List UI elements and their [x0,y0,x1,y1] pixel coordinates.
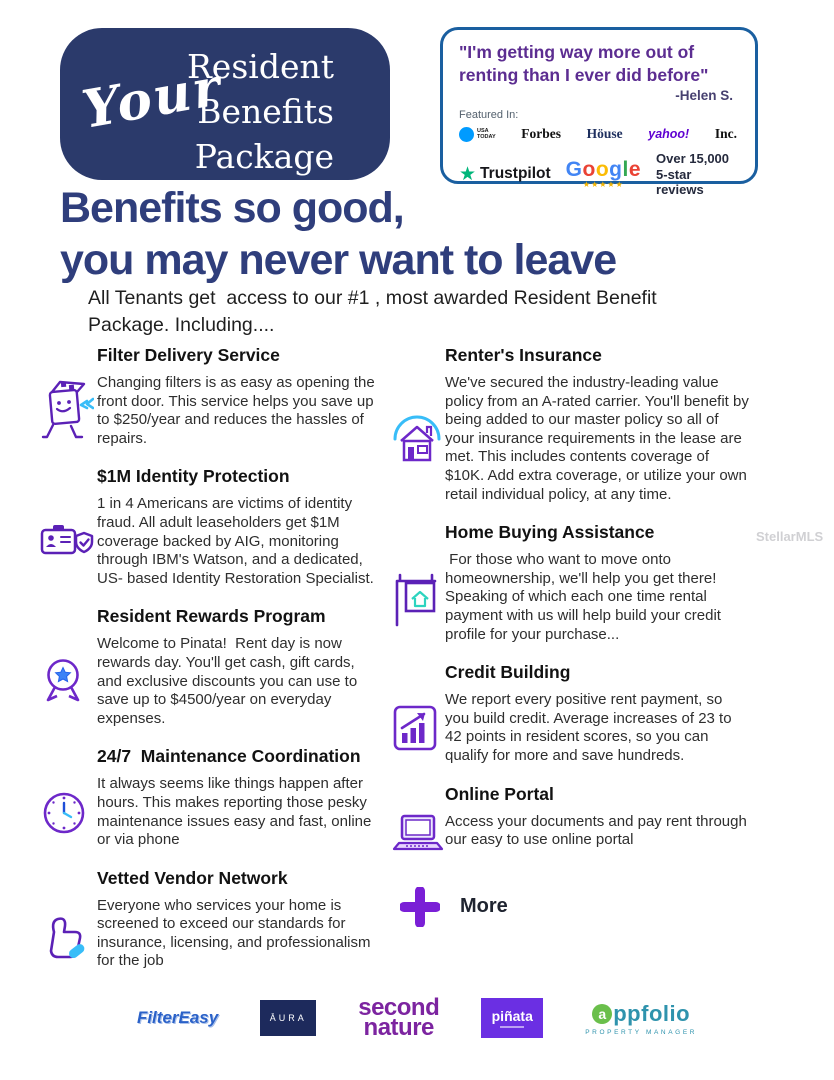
benefit-resident-rewards [40,606,379,728]
filtereasy-logo: FilterEasy [136,1008,219,1027]
pinata-logo: piñata [481,998,543,1038]
laptop-icon [392,813,444,853]
testimonial-box [440,27,758,197]
google-logo: Google [565,158,642,182]
benefit-body: Access your documents and pay rent through our easy to use online portal [445,812,752,849]
award-ribbon-icon [40,656,86,708]
benefit-renters-insurance [392,345,754,504]
headline-line2: you may never want to leave [60,236,617,284]
badge-line-package: Package [194,137,334,176]
benefit-title: Vetted Vendor Network [97,867,288,888]
benefit-body: 1 in 4 Americans are victims of identity fraud. All adult leaseholders get $1M coverage backed by AIG, monitoring through IBM's Watson, and a dedicated, US- based Identity Restoration Specialist. [97,495,374,587]
clock-icon [40,789,88,837]
subheadline: All Tenants get access to our #1 , most awarded Resident Benefit Package. Including.... [88,287,663,336]
benefit-title: Resident Rewards Program [97,606,326,627]
benefit-title: Home Buying Assistance [445,522,655,543]
resident-benefits-badge [60,28,390,180]
badge-line-resident: Resident [186,47,334,86]
benefit-title: Filter Delivery Service [97,345,280,365]
trustpilot-star-icon: ★ [459,163,477,185]
inc-logo: Inc. [714,126,737,141]
benefit-credit-building [392,662,749,765]
usa-today-logo: USA TODAY [459,127,496,142]
benefit-body: Changing filters is as easy as opening the front door. This service helps you save up to $250/year and reduces the hassles of repairs. [97,374,379,447]
benefit-title: Online Portal [445,783,554,804]
appfolio-tagline: PROPERTY MANAGER [585,1028,698,1036]
press-logos-row [459,126,739,142]
credit-chart-icon [392,703,438,753]
benefit-title: $1M Identity Protection [97,466,290,487]
home-sale-sign-icon [392,569,438,627]
benefit-body: Everyone who services your home is screened to exceed our standards for insurance, licensing, and professionalism for the job [97,896,375,970]
testimonial-quote-line2: renting than I ever did before" [459,65,709,85]
testimonial-quote-line1: "I'm getting way more out of [459,42,695,62]
benefit-title: Credit Building [445,662,571,683]
reviews-count-text: Over 15,000 5-star reviews [656,151,730,197]
review-logos-row [459,151,739,198]
benefit-body: We've secured the industry-leading value policy from an A-rated carrier. You'll benefit by being added to our master policy so all of your insurance requirements in the lease are met. This includes contents coverage of $10K. Add extra coverage, or utilize your own retail individual policy, at any time. [445,374,754,503]
watermark: StellarMLS [756,529,824,544]
more-label: More [460,895,508,917]
benefit-online-portal [392,783,752,853]
google-reviews-logo [566,159,641,189]
benefit-maintenance [40,746,379,849]
headline-line1: Benefits so good, [60,184,404,232]
benefits-column-left [40,345,379,989]
benefit-body: It always seems like things happen after hours. This makes reporting those pesky maintenance issues easy and fast, online or via phone [97,775,376,849]
appfolio-logo: a ppfolio PROPERTY MANAGER [585,1000,698,1036]
benefit-title: Renter's Insurance [445,345,602,365]
forbes-logo: Forbes [521,126,562,141]
badge-line-benefits: Benefits [197,92,334,131]
partner-logos-row [0,994,834,1041]
house-beautiful-logo: Höuse [586,126,623,141]
aura-logo: ĀURA [260,1000,316,1036]
benefit-identity-protection [40,466,379,588]
plus-icon [400,887,440,927]
benefits-column-right [392,345,754,927]
benefit-title: 24/7 Maintenance Coordination [97,746,361,767]
yahoo-logo: yahoo! [648,127,690,141]
benefit-filter-delivery [40,345,379,448]
benefit-body: Welcome to Pinata! Rent day is now rewards day. You'll get cash, gift cards, and exclusive discounts you can use to save up to $4500/year on everyday expenses. [97,635,362,727]
benefit-body: For those who want to move onto homeownership, we'll help you get there! Speaking of which each one time rental payment with us will help build your credit profile for your purchase... [445,551,726,643]
second-nature-logo: second nature [358,994,440,1041]
filter-character-icon [40,374,94,448]
insured-home-icon [392,413,442,465]
google-stars-icon: ★★★★★ [582,180,624,190]
appfolio-a-icon: a [592,1004,612,1024]
id-card-shield-icon [40,523,96,561]
testimonial-attribution: -Helen S. [675,88,733,103]
benefit-home-buying [392,522,749,644]
more-benefits-item [400,887,749,927]
pinata-tagline-bar [500,1026,524,1028]
badge-script-word: Your [77,56,227,141]
usa-today-circle-icon [459,127,474,142]
featured-in-label: Featured In: [459,109,519,121]
thumbs-up-icon [40,907,90,961]
benefit-body: We report every positive rent payment, so you build credit. Average increases of 23 to 42 points in resident scores, so you can qualify for more and save hundreds. [445,691,736,764]
benefit-vetted-vendors [40,868,379,971]
trustpilot-logo: ★ Trustpilot [459,163,551,185]
